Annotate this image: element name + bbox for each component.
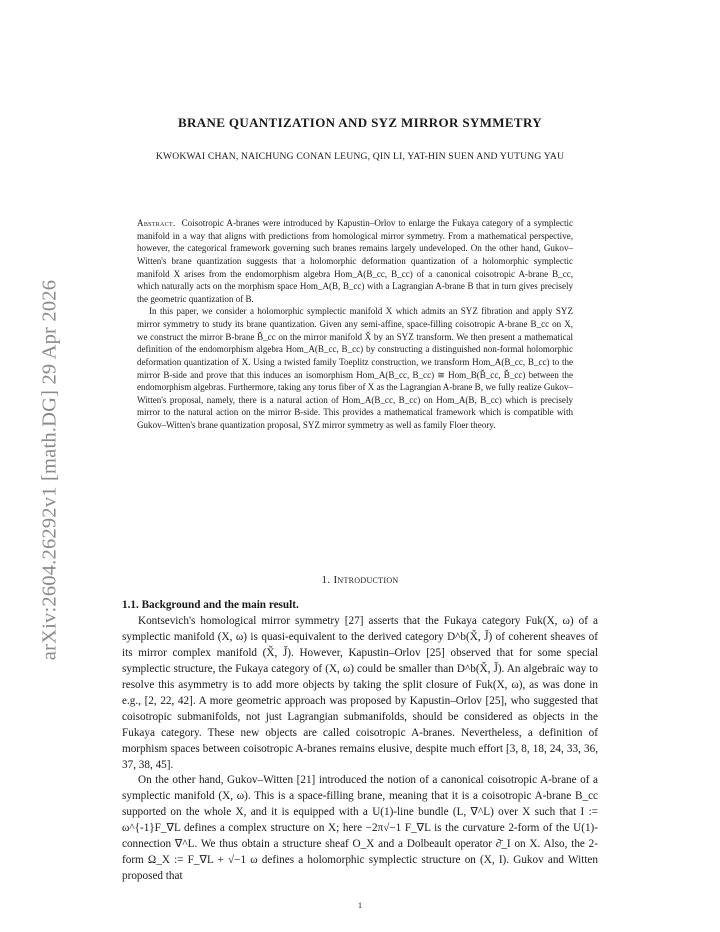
arxiv-identifier-stamp: arXiv:2604.26292v1 [math.DG] 29 Apr 2026 (38, 279, 61, 661)
paper-authors: KWOKWAI CHAN, NAICHUNG CONAN LEUNG, QIN LI, YAT-HIN SUEN AND YUTUNG YAU (155, 151, 565, 162)
section-heading (0, 574, 720, 586)
paper-title: BRANE QUANTIZATION AND SYZ MIRROR SYMMETRY (178, 115, 542, 130)
subsection-heading (122, 598, 598, 614)
subsection-number: 1.1. (122, 599, 139, 611)
page-number: 1 (357, 900, 363, 910)
abstract-paragraph-2 (137, 305, 573, 431)
body-text (122, 598, 598, 885)
abstract-text-1: Coisotropic A-branes were introduced by Kapustin–Orlov to enlarge the Fukaya category of a symplectic manifold in a way that aligns with predictions from homological mirror symmetry. From a mathematical perspective, however, the categorical framework governing such branes remains largely undeveloped. On the other hand, Gukov–Witten's brane quantization suggests that a holomorphic deformation quantization of a holomorphic symplectic manifold X arises from the endomorphism algebra Hom_A(B_cc, B_cc) of a canonical coisotropic A-brane B_cc, which naturally acts on the morphism space Hom_A(B, B_cc) with a Lagrangian A-brane B that in turn gives precisely the geometric quantization of B. (137, 218, 573, 304)
abstract-text-2: In this paper, we consider a holomorphic symplectic manifold X which admits an SYZ fibration and apply SYZ mirror symmetry to study its brane quantization. Given any semi-affine, space-filling coisotropic A-brane B_cc on X, we construct the mirror B-brane B̌_cc on the mirror manifold X̌ by an SYZ transform. We then present a mathematical definition of the endomorphism algebra Hom_A(B_cc, B_cc) by constructing a distinguished non-formal holomorphic deformation quantization of X. Using a twisted family Toeplitz construction, we transform Hom_A(B_cc, B_cc) to the mirror B-side and prove that this induces an isomorphism Hom_A(B_cc, B_cc) ≅ Hom_B(B̌_cc, B̌_cc) between the endomorphism algebras. Furthermore, taking any torus fiber of X as the Lagrangian A-brane B, we fully realize Gukov–Witten's proposal, namely, there is a natural action of Hom_A(B_cc, B_cc) on Hom_A(B, B_cc) which is precisely mirror to the natural action on the mirror B-side. This provides a mathematical framework which is compatible with Gukov–Witten's brane quantization proposal, SYZ mirror symmetry as well as family Floer theory. (137, 306, 573, 430)
body-paragraph-1: Kontsevich's homological mirror symmetry [27] asserts that the Fukaya category Fuk(X, ω) of a symplectic manifold (X, ω) is quasi-equivalent to the derived category D^b(X̌, J̌) of coherent sheaves of its mirror complex manifold (X̌, J̌). However, Kapustin–Orlov [25] observed that for some special symplectic structure, the Fukaya category of (X, ω) could be smaller than D^b(X̌, J̌). An algebraic way to resolve this asymmetry is to add more objects by taking the split closure of Fuk(X, ω), as was done in e.g., [2, 22, 42]. A more geometric approach was proposed by Kapustin–Orlov [25], who suggested that coisotropic submanifolds, not just Lagrangian submanifolds, should be considered as objects in the Fukaya category. These new objects are called coisotropic A-branes. Nevertheless, a definition of morphism spaces between coisotropic A-branes remains elusive, despite much effort [3, 8, 18, 24, 33, 36, 37, 38, 45]. (122, 614, 598, 771)
section-title: Introduction (333, 574, 399, 586)
section-number: 1. (321, 574, 331, 586)
subsection-title: Background and the main result. (141, 599, 299, 611)
abstract-paragraph-1 (137, 217, 573, 305)
abstract-label: Abstract. (137, 218, 176, 228)
abstract (137, 217, 573, 432)
body-paragraph-2: On the other hand, Gukov–Witten [21] introduced the notion of a canonical coisotropic A-brane of a symplectic manifold (X, ω). This is a space-filling brane, meaning that it is a coisotropic A-brane B_cc supported on the whole X, and it is equipped with a U(1)-line bundle (L, ∇^L) over X such that I := ω^{-1}F_∇L defines a complex structure on X; here −2π√−1 F_∇L is the curvature 2-form of the U(1)-connection ∇^L. We thus obtain a structure sheaf O_X and a Dolbeault operator ∂̄_I on X. Also, the 2-form Ω_X := F_∇L + √−1 ω defines a holomorphic symplectic structure on (X, I). Gukov and Witten proposed that (122, 774, 598, 883)
